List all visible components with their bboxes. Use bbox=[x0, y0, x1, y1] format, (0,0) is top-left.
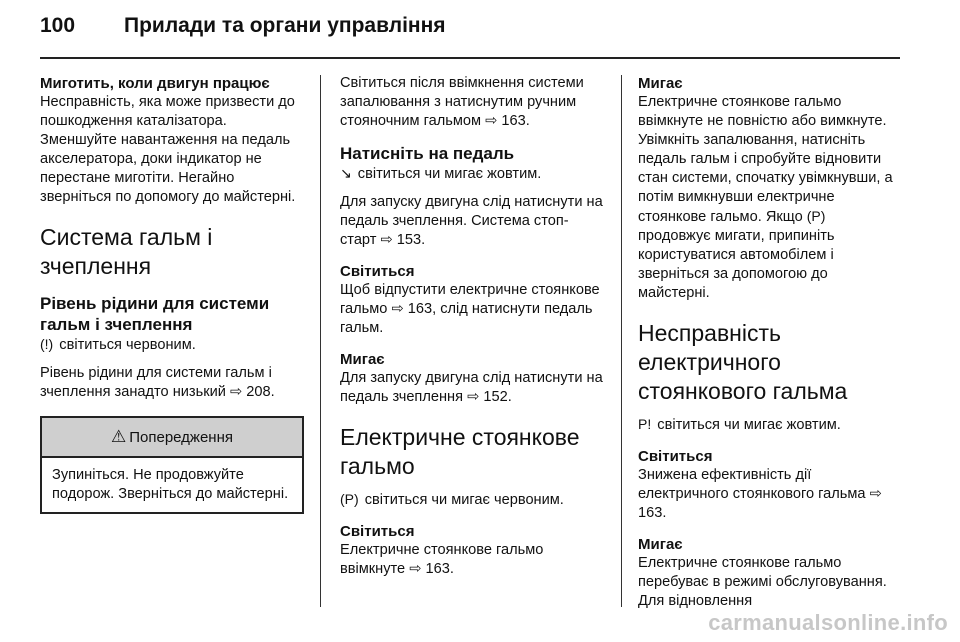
reference-arrow-icon: ⇨ bbox=[380, 232, 393, 248]
page-reference: 163, слід натиснути педаль гальм. bbox=[340, 301, 593, 336]
paragraph-fluid-level bbox=[40, 364, 304, 402]
pedal-text: Для запуску двигуна слід натиснути на педаль зчеплення. Система стоп-старт bbox=[340, 194, 603, 248]
parking-brake-icon: (P) bbox=[340, 491, 359, 507]
lights-2-text: Електричне стоянкове гальмо ввімкнуте bbox=[340, 542, 544, 577]
paragraph-flashes-2 bbox=[638, 93, 902, 303]
page-header bbox=[40, 14, 900, 44]
fluid-level-text: Рівень рідини для системи гальм і зчеплення занадто низький bbox=[40, 365, 272, 400]
warning-triangle-icon: ⚠ bbox=[110, 427, 127, 446]
paragraph-lights-2 bbox=[340, 541, 604, 579]
subheading-flashes-2: Мигає bbox=[638, 75, 683, 92]
brake-circle-icon: (!) bbox=[40, 336, 54, 352]
column-divider-1 bbox=[320, 75, 321, 607]
ignition-text: Світиться після ввімкнення системи запалювання з натиснутим ручним стояночним гальмом bbox=[340, 75, 584, 129]
fluid-icon-text: світиться червоним. bbox=[59, 337, 196, 353]
paragraph-engine-flashing: Несправність, яка може призвести до пошкодження каталізатора. Зменшуйте навантаження на педаль акселератора, доки індикатор не перестане миготіти. Негайно зверніться по допомогу до майстерні. bbox=[40, 94, 296, 205]
subheading-flashes-1: Мигає bbox=[340, 351, 385, 368]
reference-arrow-icon: ⇨ bbox=[485, 113, 498, 129]
reference-arrow-icon: ⇨ bbox=[391, 301, 404, 317]
subheading-flashes-3: Мигає bbox=[638, 536, 683, 553]
page-reference: 152. bbox=[483, 389, 512, 405]
page-reference: 208. bbox=[246, 384, 275, 400]
page-title: Прилади та органи управління bbox=[124, 14, 446, 37]
lights-3-text: Знижена ефективність дії електричного стоянкового гальма bbox=[638, 467, 866, 502]
subheading-lights-3: Світиться bbox=[638, 448, 713, 465]
reference-arrow-icon: ⇨ bbox=[467, 389, 480, 405]
page-number: 100 bbox=[40, 14, 76, 37]
parking-icon-text: світиться чи мигає червоним. bbox=[364, 492, 564, 508]
pedal-icon-text: світиться чи мигає жовтим. bbox=[357, 166, 542, 182]
parking-brake-icon: (P) bbox=[806, 208, 826, 224]
flashes-1-text: Для запуску двигуна слід натиснути на педаль зчеплення bbox=[340, 370, 603, 405]
paragraph-flashes-1 bbox=[340, 369, 604, 407]
paragraph-parking-icon-line bbox=[340, 490, 604, 510]
paragraph-pedal bbox=[340, 193, 604, 250]
section-heading-press-pedal: Натисніть на педаль bbox=[340, 144, 515, 163]
reference-arrow-icon: ⇨ bbox=[869, 486, 882, 502]
fault-icon-text: світиться чи мигає жовтим. bbox=[657, 417, 841, 433]
subheading-lights-1: Світиться bbox=[340, 263, 415, 280]
flashes-2-text-b: продовжує мигати, припиніть користуватися автомобілем і зверніться за допомогою до майстерні. bbox=[638, 228, 835, 301]
paragraph-fluid-icon-line bbox=[40, 335, 304, 355]
paragraph-ignition bbox=[340, 74, 604, 131]
watermark: carmanualsonline.info bbox=[708, 610, 948, 635]
column-2 bbox=[340, 74, 604, 579]
section-heading-brake-clutch: Система гальм і зчеплення bbox=[40, 224, 213, 279]
paragraph-lights-1 bbox=[340, 281, 604, 338]
flashes-2-text-a: Електричне стоянкове гальмо ввімкнуте не повністю або вимкнуте. Увімкніть запалювання, натисніть педаль гальм і спробуйте відновити стан системи, спочатку увімкнувши, а потім вимкнувши електричне стоянкове гальмо. Якщо bbox=[638, 94, 893, 225]
paragraph-pedal-icon-line bbox=[340, 164, 604, 184]
warning-text: Зупиніться. Не продовжуйте подорож. Зверніться до майстерні. bbox=[52, 467, 289, 502]
warning-header bbox=[42, 418, 302, 458]
page-reference: 163. bbox=[501, 113, 530, 129]
column-1 bbox=[40, 74, 304, 514]
reference-arrow-icon: ⇨ bbox=[229, 384, 243, 400]
subheading-lights-2: Світиться bbox=[340, 523, 415, 540]
section-heading-parking-brake: Електричне стоянкове гальмо bbox=[340, 424, 580, 479]
warning-title: Попередження bbox=[129, 429, 233, 446]
section-heading-fluid-level: Рівень рідини для системи гальм і зчеплення bbox=[40, 294, 270, 334]
reference-arrow-icon: ⇨ bbox=[409, 561, 422, 577]
section-heading-engine-flashing: Миготить, коли двигун працює bbox=[40, 75, 270, 92]
parking-brake-fault-icon: P! bbox=[638, 416, 652, 432]
lights-1-text: Щоб відпустити електричне стоянкове гальмо bbox=[340, 282, 600, 317]
paragraph-lights-3 bbox=[638, 466, 902, 523]
column-divider-2 bbox=[621, 75, 622, 607]
paragraph-flashes-3: Електричне стоянкове гальмо перебуває в режимі обслуговування. Для відновлення bbox=[638, 555, 887, 609]
section-heading-parking-fault: Несправність електричного стоянкового гальма bbox=[638, 320, 848, 404]
header-divider bbox=[40, 57, 900, 59]
column-3 bbox=[638, 74, 902, 611]
page-reference: 153. bbox=[396, 232, 426, 248]
page-reference: 163. bbox=[425, 561, 454, 577]
paragraph-fault-icon-line bbox=[638, 415, 902, 435]
pedal-icon: ↘ bbox=[340, 165, 352, 181]
warning-box bbox=[40, 416, 304, 514]
page-reference: 163. bbox=[638, 505, 667, 521]
